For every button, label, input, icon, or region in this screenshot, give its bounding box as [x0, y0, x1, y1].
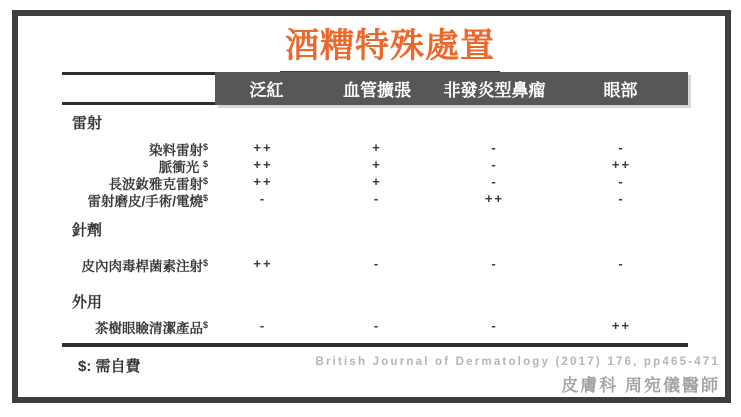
title-area — [40, 18, 740, 75]
table-row-dye-laser — [62, 139, 690, 156]
table-row-botulinum — [62, 255, 690, 272]
cell-telangiectasia: - — [373, 256, 381, 271]
cell-telangiectasia: - — [373, 318, 381, 333]
cell-telangiectasia: + — [372, 174, 382, 189]
column-header-telangiectasia: 血管擴張 — [343, 81, 411, 100]
cell-redness: ++ — [253, 157, 273, 172]
treatment-label — [62, 317, 208, 337]
cell-rhinophyma: - — [491, 318, 498, 333]
journal-citation: British Journal of Dermatology (2017) 176, pp465-471 — [315, 356, 720, 368]
treatment-name: 長波釹雅克雷射 — [108, 177, 203, 192]
self-pay-marker: $ — [202, 193, 208, 203]
section-label-injection: 針劑 — [72, 222, 103, 239]
treatment-name: 雷射磨皮/手術/電燒 — [87, 194, 203, 209]
treatment-name: 脈衝光 — [158, 160, 203, 175]
column-header-ocular: 眼部 — [603, 81, 638, 100]
cell-redness: - — [259, 191, 267, 206]
treatment-name: 皮內肉毒桿菌素注射 — [81, 259, 203, 274]
cell-telangiectasia: + — [372, 140, 382, 155]
self-pay-marker: $ — [202, 320, 208, 330]
cell-ocular: ++ — [611, 157, 632, 172]
section-label-laser: 雷射 — [72, 115, 103, 132]
table-row-tea-tree — [62, 317, 690, 334]
treatment-label — [62, 255, 208, 275]
self-pay-marker: $ — [202, 142, 208, 152]
cell-redness: ++ — [253, 174, 273, 189]
author-credit: 皮膚科 周宛儀醫師 — [561, 376, 720, 395]
cell-redness: ++ — [253, 140, 273, 155]
cell-redness: ++ — [253, 256, 273, 271]
section-label-topical: 外用 — [72, 294, 103, 311]
self-pay-marker: $ — [202, 258, 208, 268]
cell-ocular: - — [618, 191, 625, 206]
page-title: 酒糟特殊處置 — [280, 18, 500, 75]
cell-rhinophyma: - — [491, 157, 498, 172]
self-pay-footnote: $: 需自費 — [78, 358, 141, 375]
cell-ocular: - — [618, 256, 625, 271]
column-header-redness: 泛紅 — [249, 81, 284, 100]
table-row-ndyag-laser — [62, 173, 690, 190]
treatment-name: 染料雷射 — [148, 143, 203, 158]
column-header-rhinophyma: 非發炎型鼻瘤 — [443, 81, 546, 100]
table-row-ipl — [62, 156, 690, 173]
cell-ocular: - — [618, 140, 625, 155]
treatment-label — [62, 190, 208, 210]
table-header-row — [215, 72, 688, 105]
cell-redness: - — [259, 318, 267, 333]
self-pay-marker: $ — [202, 159, 208, 169]
table-bottom-rule — [62, 343, 688, 347]
self-pay-marker: $ — [202, 176, 208, 186]
treatment-name: 茶樹眼瞼清潔產品 — [94, 321, 203, 336]
cell-telangiectasia: - — [373, 191, 381, 206]
cell-rhinophyma: ++ — [484, 191, 505, 206]
cell-ocular: ++ — [611, 318, 632, 333]
cell-rhinophyma: - — [491, 256, 498, 271]
header-label-rules — [62, 72, 215, 105]
cell-rhinophyma: - — [491, 174, 498, 189]
cell-telangiectasia: + — [372, 157, 382, 172]
table-row-ablation-surgery — [62, 190, 690, 207]
cell-rhinophyma: - — [491, 140, 498, 155]
cell-ocular: - — [618, 174, 625, 189]
